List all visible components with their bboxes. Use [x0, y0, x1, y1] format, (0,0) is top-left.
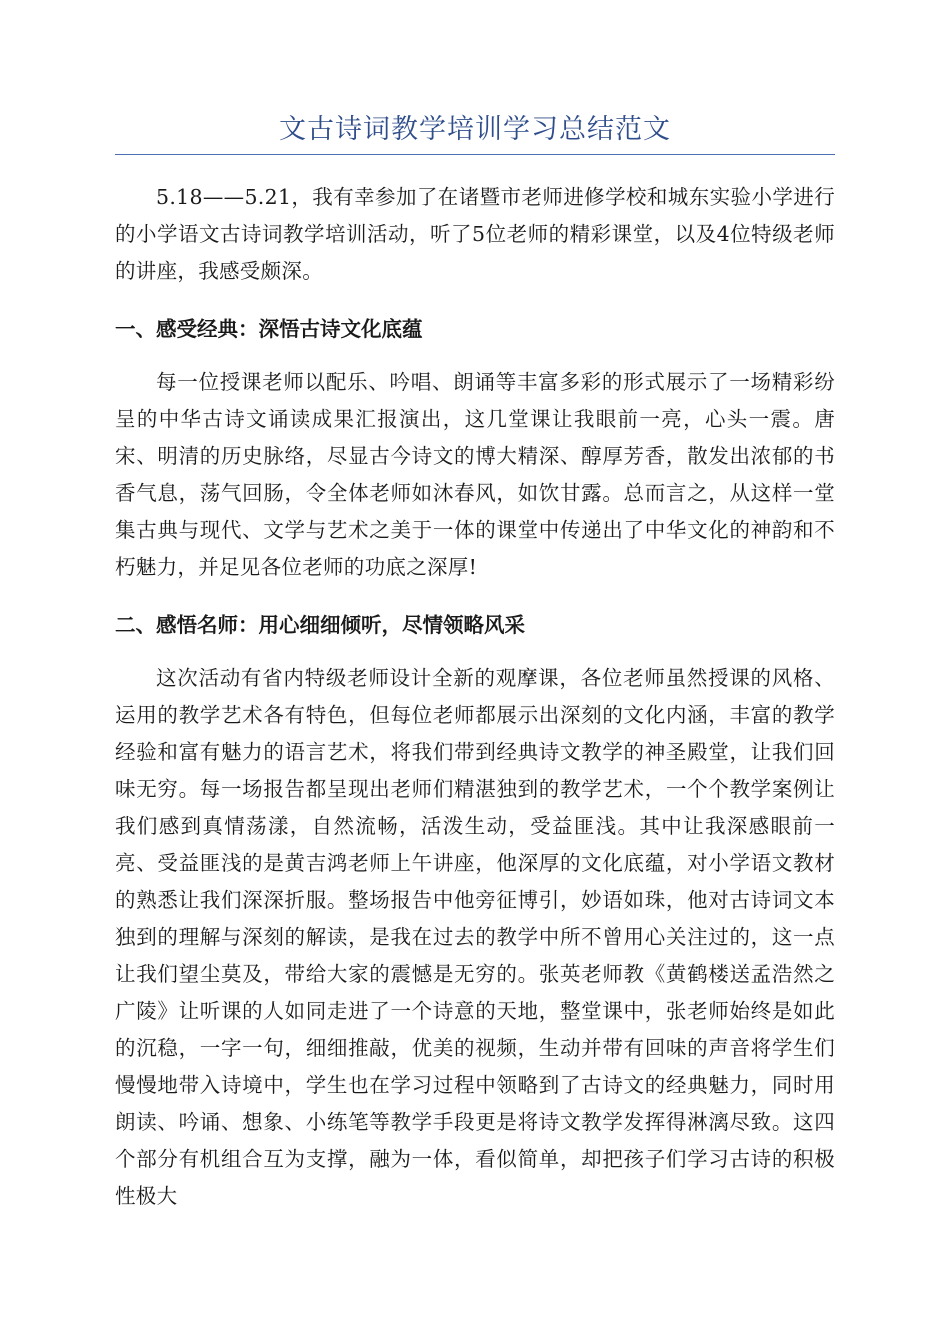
document-title: 文古诗词教学培训学习总结范文 [279, 114, 671, 145]
section-2-paragraph: 这次活动有省内特级老师设计全新的观摩课，各位老师虽然授课的风格、运用的教学艺术各有特色，但每位老师都展示出深刻的文化内涵，丰富的教学经验和富有魅力的语言艺术，将我们带到经典诗文教学的神圣殿堂，让我们回味无穷。每一场报告都呈现出老师们精湛独到的教学艺术，一个个教学案例让我们感到真情荡漾，自然流畅，活泼生动，受益匪浅。其中让我深感眼前一亮、受益匪浅的是黄吉鸿老师上午讲座，他深厚的文化底蕴，对小学语文教材的熟悉让我们深深折服。整场报告中他旁征博引，妙语如珠，他对古诗词文本独到的理解与深刻的解读，是我在过去的教学中所不曾用心关注过的，这一点让我们望尘莫及，带给大家的震憾是无穷的。张英老师教《黄鹤楼送孟浩然之广陵》让听课的人如同走进了一个诗意的天地，整堂课中，张老师始终是如此的沉稳，一字一句，细细推敲，优美的视频，生动并带有回味的声音将学生们慢慢地带入诗境中，学生也在学习过程中领略到了古诗文的经典魅力，同时用朗读、吟诵、想象、小练笔等教学手段更是将诗文教学发挥得淋漓尽致。这四个部分有机组合互为支撑，融为一体，看似简单，却把孩子们学习古诗的积极性极大 [115, 666, 835, 1208]
title-underline [115, 154, 835, 155]
section-heading-1: 一、感受经典：深悟古诗文化底蕴 [115, 317, 423, 341]
intro-paragraph: 5.18——5.21，我有幸参加了在诸暨市老师进修学校和城东实验小学进行的小学语文古诗词教学培训活动，听了5位老师的精彩课堂，以及4位特级老师的讲座，我感受颇深。 [115, 185, 835, 283]
section-heading-2: 二、感悟名师：用心细细倾听，尽情领略风采 [115, 613, 525, 637]
section-1-paragraph: 每一位授课老师以配乐、吟唱、朗诵等丰富多彩的形式展示了一场精彩纷呈的中华古诗文诵读成果汇报演出，这几堂课让我眼前一亮，心头一震。唐宋、明清的历史脉络，尽显古今诗文的博大精深、醇厚芳香，散发出浓郁的书香气息，荡气回肠，令全体老师如沐春风，如饮甘露。总而言之，从这样一堂集古典与现代、文学与艺术之美于一体的课堂中传递出了中华文化的神韵和不朽魅力，并足见各位老师的功底之深厚! [115, 370, 835, 579]
